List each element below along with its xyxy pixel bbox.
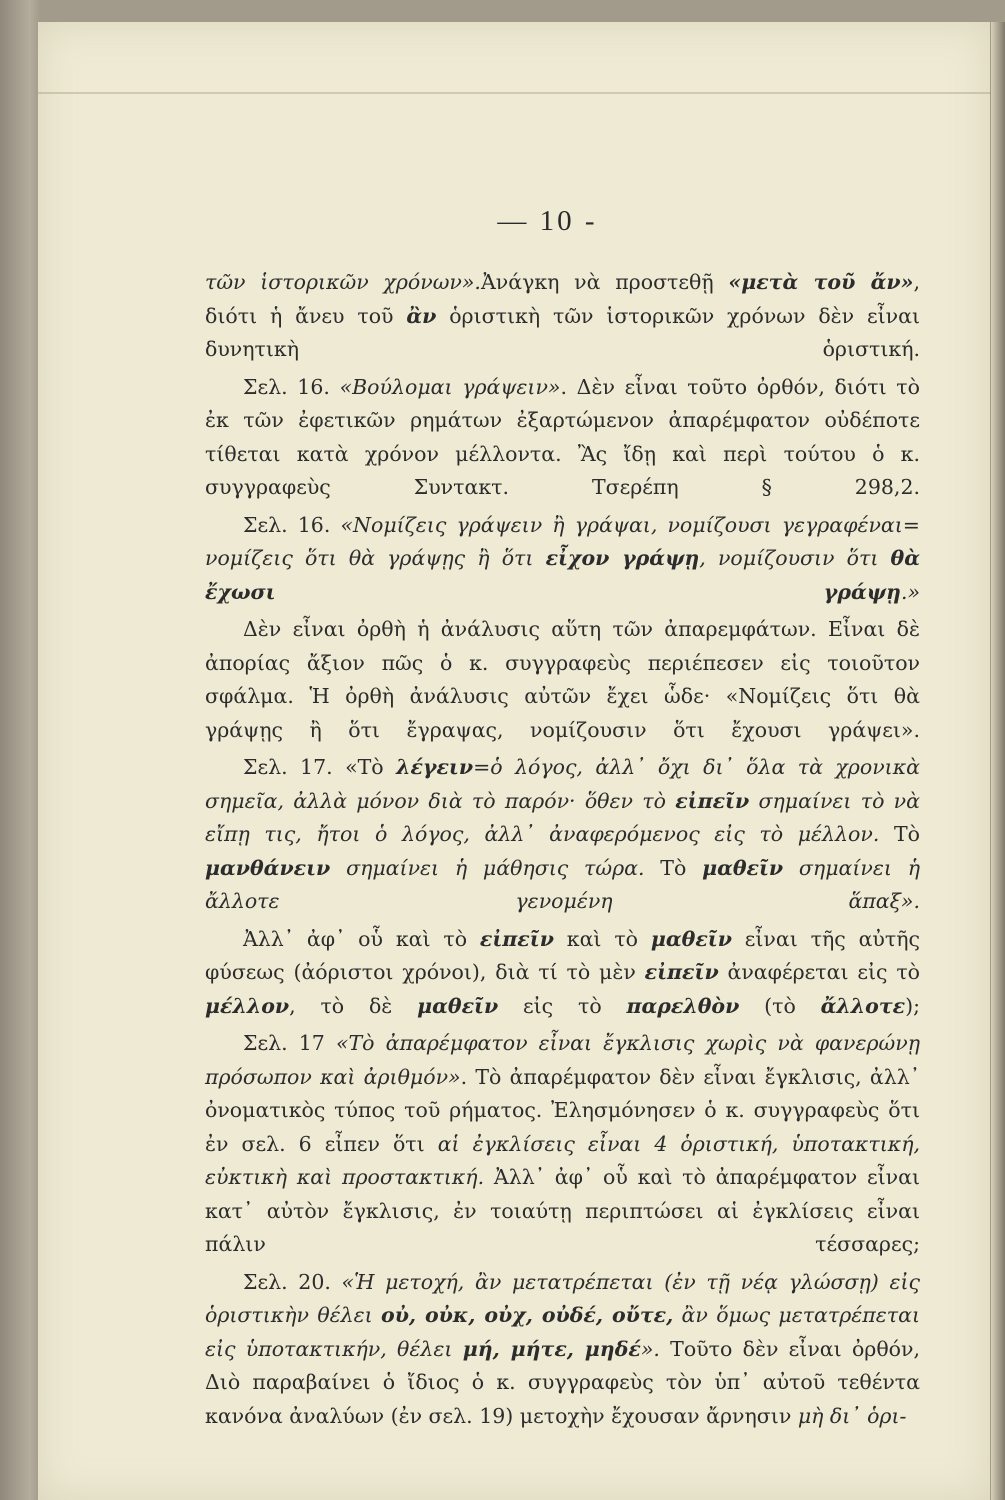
page-number: — 10 -: [497, 205, 598, 237]
text-run: παρελθὸν: [626, 993, 740, 1018]
text-run: ἀναφέρεται εἰς τὸ: [718, 960, 920, 984]
text-run: οὐ, οὐκ, οὐχ, οὐδέ, οὔτε,: [381, 1303, 674, 1327]
text-run: τῶν ἱστορικῶν χρόνων».: [205, 270, 481, 294]
text-run: Ἀλλ᾽ ἀφ᾽ οὗ καὶ τὸ: [243, 926, 480, 951]
text-run: σημαίνει ἡ μάθησις τώρα.: [330, 855, 645, 880]
text-run: μή, μήτε, μηδέ: [462, 1336, 641, 1361]
text-run: . Τὸ ἀπαρέμφατον δὲν εἶναι ἔγκλισις, ἀλλ᾽ ὀνοματικὸς τύπος τοῦ ρήματος. Ἐλησμόνησεν ὁ κ. συγγραφεὺς ὅτι ἐν σελ. 6 εἶπεν ὅτι: [205, 1064, 921, 1156]
text-run: λέγειν: [396, 755, 474, 779]
text-run: μαθεῖν: [702, 855, 784, 880]
paragraph: [205, 509, 920, 610]
text-run: (τὸ: [739, 993, 821, 1018]
text-run: ἂν ὅμως μετατρέπεται εἰς ὑποτακτικήν, θέλει: [205, 1303, 920, 1361]
text-run: Τὸ: [879, 822, 920, 846]
text-run: «Νομίζεις γράψειν ἢ γράψαι, νομίζουσι γεγραφέναι= νομίζεις ὅτι θὰ γράψῃς ἢ ὅτι: [205, 512, 920, 570]
text-run: Τὸ: [644, 855, 703, 880]
text-run: αἱ ἐγκλίσεις εἶναι 4 ὁριστική, ὑποτακτική, εὐκτικὴ καὶ προστακτική.: [205, 1131, 920, 1189]
text-run: εἰς τὸ: [498, 993, 627, 1018]
text-run: μανθάνειν: [205, 855, 331, 880]
text-run: , τὸ δὲ: [289, 993, 418, 1018]
text-run: , διότι ἡ ἄνευ τοῦ: [205, 270, 920, 328]
text-run: «Βούλομαι γράψειν»: [339, 374, 561, 399]
text-run: Σελ. 20.: [243, 1269, 342, 1294]
text-run: Ἀλλ᾽ ἀφ᾽ οὗ καὶ τὸ ἀπαρέμφατον εἶναι κατ᾽ αὐτὸν ἔγκλισις, ἐν τοιαύτῃ περιπτώσει αἱ ἐγκλίσεις εἶναι πάλιν τέσσαρες;: [205, 1165, 920, 1256]
paragraph: [205, 1027, 920, 1262]
fold-crease: [38, 92, 991, 94]
text-run: ἂν: [406, 303, 437, 328]
text-run: καὶ τὸ: [553, 926, 651, 951]
paragraph: [205, 1266, 920, 1434]
text-run: Σελ. 17: [243, 1031, 336, 1055]
text-run: «Ἡ μετοχή, ἂν μετατρέπεται (ἐν τῇ νέᾳ γλώσσῃ) εἰς ὁριστικὴν θέλει: [205, 1269, 920, 1327]
paragraph: [205, 613, 920, 747]
paragraph: [205, 371, 920, 505]
text-run: «Τὸ ἀπαρέμφατον εἶναι ἔγκλισις χωρὶς νὰ φανερώνῃ πρόσωπον καὶ ἀριθμόν»: [205, 1031, 920, 1089]
text-run: . Δὲν εἶναι τοῦτο ὀρθόν, διότι τὸ ἐκ τῶν ἐφετικῶν ρημάτων ἐξαρτώμενον ἀπαρέμφατον οὐδέποτε τίθεται κατὰ χρόνον μέλλοντα. Ἂς ἴδῃ καὶ περὶ τούτου ὁ κ. συγγραφεὺς Συντακτ. Τσερέπη § 298,2.: [205, 374, 920, 499]
text-run: ἄλλοτε: [820, 993, 906, 1018]
text-run: );: [905, 993, 921, 1018]
text-run: εἰπεῖν: [644, 960, 719, 984]
text-run: Σελ. 16.: [243, 374, 340, 399]
page-edge: [991, 22, 1005, 1500]
text-run: μαθεῖν: [650, 926, 732, 951]
text-run: σημαίνει ἡ ἄλλοτε γενομένη ἅπαξ».: [205, 855, 920, 913]
text-run: μαθεῖν: [417, 993, 499, 1018]
text-run: εἰπεῖν: [675, 788, 750, 813]
text-run: σημαίνει τὸ νὰ εἴπῃ τις, ἤτοι ὁ λόγος, ἀλλ᾽ ἀναφερόμενος εἰς τὸ μέλλον.: [205, 788, 920, 846]
text-run: θὰ ἔχωσι γράψῃ: [205, 546, 920, 604]
text-run: εἰπεῖν: [479, 926, 554, 951]
text-run: Σελ. 17. «Τὸ: [243, 755, 397, 779]
text-run: Ἀνάγκη νὰ προστεθῇ: [480, 270, 729, 294]
text-run: , νομίζουσιν ὅτι: [699, 546, 891, 570]
text-run: ».: [640, 1336, 660, 1361]
text-run: εἶχον γράψῃ: [545, 546, 700, 570]
body-text: [205, 266, 920, 1437]
text-run: Δὲν εἶναι ὀρθὴ ἡ ἀνάλυσις αὕτη τῶν ἀπαρεμφάτων. Εἶναι δὲ ἀπορίας ἄξιον πῶς ὁ κ. συγγραφεὺς περιέπεσεν εἰς τοιοῦτον σφάλμα. Ἡ ὀρθὴ ἀνάλυσις αὐτῶν ἔχει ὧδε· «Νομίζεις ὅτι θὰ γράψῃς ἢ ὅτι ἔγραψας, νομίζουσιν ὅτι ἔχουσι γράψει».: [205, 617, 920, 742]
text-run: =ὁ λόγος, ἀλλ᾽ ὄχι δι᾽ ὅλα τὰ χρονικὰ σημεῖα, ἀλλὰ μόνον διὰ τὸ παρόν· ὅθεν τὸ: [205, 755, 920, 813]
text-run: Τοῦτο δὲν εἶναι ὀρθόν, Διὸ παραβαίνει ὁ ἴδιος ὁ κ. συγγραφεὺς τὸν ὑπ᾽ αὐτοῦ τεθέντα κανόνα ἀναλύων (ἐν σελ. 19) μετοχὴν ἔχουσαν ἄρνησιν: [205, 1336, 921, 1428]
text-run: .»: [900, 579, 920, 604]
paragraph: [205, 751, 920, 919]
text-run: εἶναι τῆς αὐτῆς φύσεως (ἀόριστοι χρόνοι), διὰ τί τὸ μὲν: [205, 926, 920, 984]
text-run: «μετὰ τοῦ ἄν»: [728, 270, 914, 294]
paragraph: [205, 923, 920, 1024]
text-run: μὴ δι᾽ ὁρι-: [797, 1403, 907, 1428]
text-run: Σελ. 16.: [243, 512, 341, 537]
text-run: ὁριστικὴ τῶν ἱστορικῶν χρόνων δὲν εἶναι δυνητικὴ ὁριστική.: [205, 303, 920, 361]
text-run: μέλλον: [205, 993, 290, 1018]
paragraph: [205, 266, 920, 367]
